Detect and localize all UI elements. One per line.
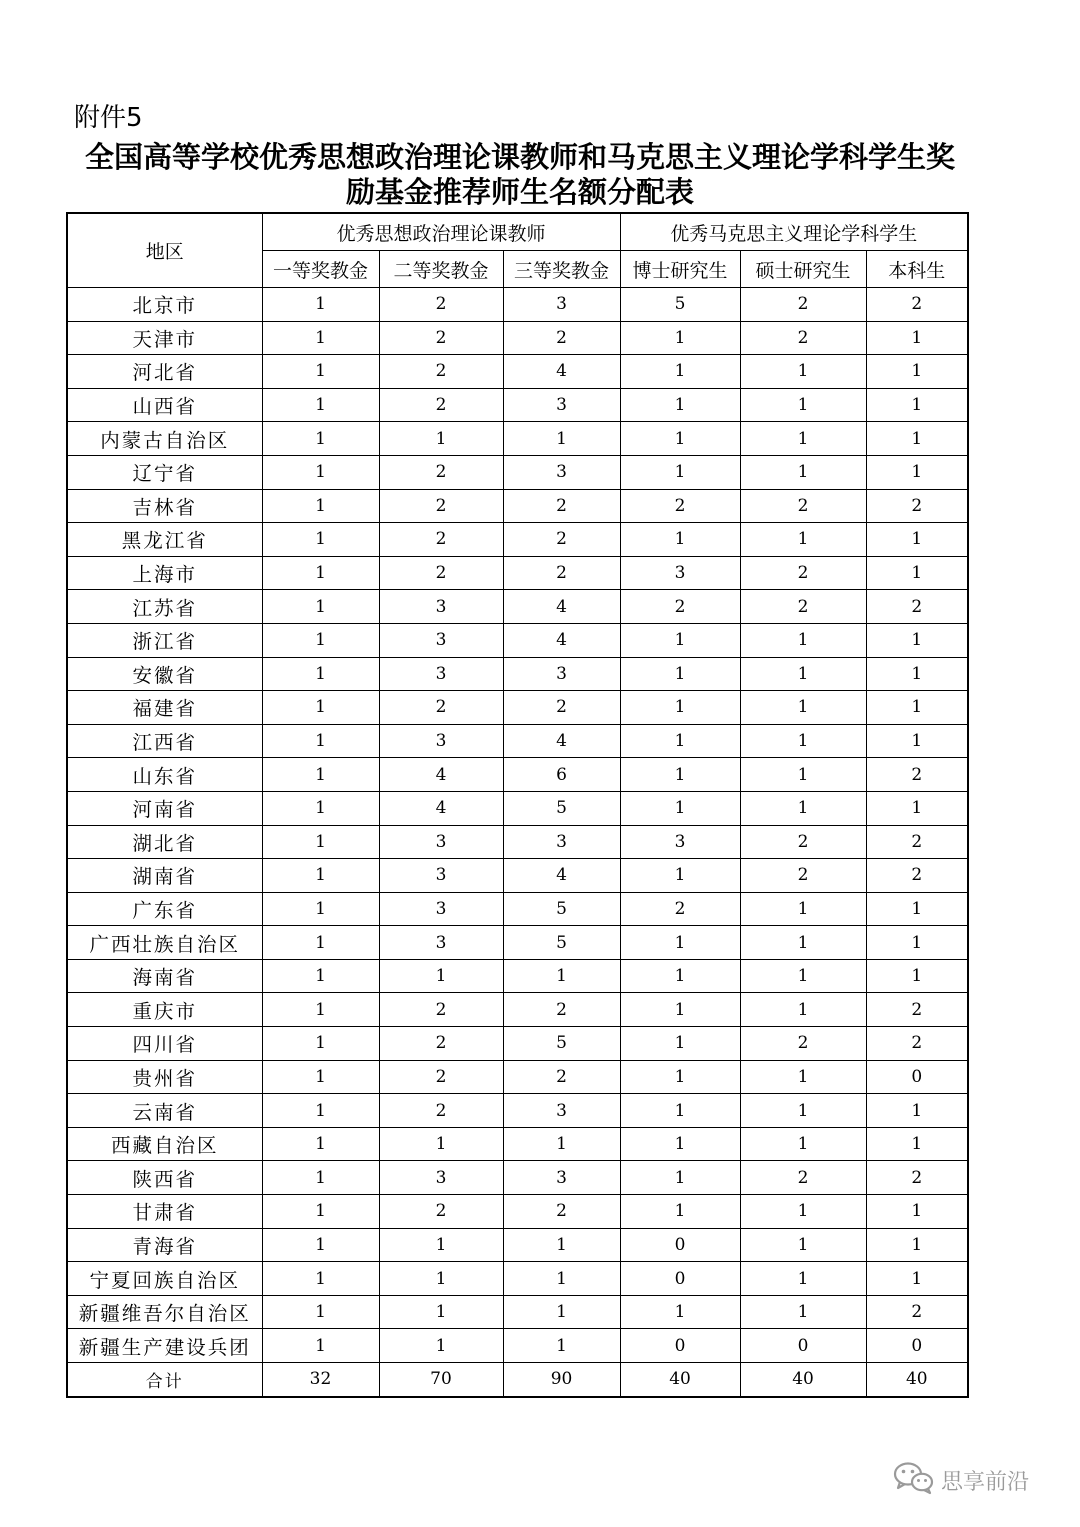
value-cell: 2 [503,556,620,590]
region-cell: 河北省 [67,355,262,389]
value-cell: 0 [740,1329,866,1363]
table-row [67,1228,968,1262]
value-cell: 1 [866,455,968,489]
value-cell: 1 [866,1228,968,1262]
attachment-label: 附件5 [74,103,143,133]
value-cell: 5 [503,1027,620,1061]
table-row [67,321,968,355]
value-cell: 2 [379,1060,503,1094]
region-cell: 浙江省 [67,623,262,657]
total-value-cell: 40 [866,1363,968,1397]
value-cell: 1 [262,959,379,993]
value-cell: 5 [620,288,740,322]
value-cell: 1 [866,623,968,657]
value-cell: 1 [503,1262,620,1296]
value-cell: 1 [262,623,379,657]
value-cell: 2 [503,1060,620,1094]
table-row [67,1262,968,1296]
total-value-cell: 32 [262,1363,379,1397]
region-cell: 广西壮族自治区 [67,926,262,960]
value-cell: 2 [379,523,503,557]
value-cell: 2 [503,993,620,1027]
value-cell: 1 [620,523,740,557]
header-row-groups [67,213,968,251]
value-cell: 1 [262,455,379,489]
value-cell: 1 [262,523,379,557]
table-row [67,657,968,691]
value-cell: 2 [740,825,866,859]
value-cell: 1 [620,321,740,355]
value-cell: 1 [866,791,968,825]
value-cell: 1 [503,1329,620,1363]
value-cell: 1 [503,1228,620,1262]
value-cell: 1 [740,355,866,389]
value-cell: 1 [262,556,379,590]
value-cell: 1 [740,657,866,691]
value-cell: 6 [503,758,620,792]
value-cell: 3 [379,657,503,691]
value-cell: 1 [262,825,379,859]
value-cell: 3 [620,556,740,590]
region-cell: 广东省 [67,892,262,926]
table-row [67,489,968,523]
value-cell: 3 [503,1094,620,1128]
value-cell: 1 [262,1094,379,1128]
value-cell: 0 [620,1262,740,1296]
total-value-cell: 70 [379,1363,503,1397]
value-cell: 1 [620,1295,740,1329]
watermark [893,1460,1029,1500]
value-cell: 2 [740,489,866,523]
value-cell: 2 [866,758,968,792]
value-cell: 1 [866,388,968,422]
value-cell: 5 [503,892,620,926]
value-cell: 1 [262,724,379,758]
value-cell: 2 [379,993,503,1027]
value-cell: 1 [740,455,866,489]
region-cell: 宁夏回族自治区 [67,1262,262,1296]
value-cell: 2 [379,355,503,389]
value-cell: 1 [503,1295,620,1329]
value-cell: 5 [503,791,620,825]
table-row [67,523,968,557]
value-cell: 1 [379,1295,503,1329]
value-cell: 1 [866,1127,968,1161]
value-cell: 1 [866,724,968,758]
value-cell: 2 [379,489,503,523]
value-cell: 2 [379,691,503,725]
value-cell: 4 [379,791,503,825]
region-cell: 上海市 [67,556,262,590]
region-cell: 辽宁省 [67,455,262,489]
value-cell: 1 [740,993,866,1027]
value-cell: 1 [262,691,379,725]
value-cell: 4 [503,724,620,758]
region-column-header: 地区 [67,213,262,288]
table-row [67,388,968,422]
value-cell: 2 [503,489,620,523]
document-title-line-1: 全国高等学校优秀思想政治理论课教师和马克思主义理论学科学生奖 [84,140,955,174]
table-row [67,556,968,590]
region-cell: 云南省 [67,1094,262,1128]
value-cell: 3 [379,724,503,758]
value-cell: 1 [262,892,379,926]
value-cell: 2 [740,859,866,893]
value-cell: 2 [503,523,620,557]
value-cell: 1 [620,791,740,825]
document-title-line-2: 励基金推荐师生名额分配表 [345,175,694,209]
region-cell: 西藏自治区 [67,1127,262,1161]
table-row [67,859,968,893]
region-cell: 海南省 [67,959,262,993]
value-cell: 2 [740,288,866,322]
value-cell: 2 [866,859,968,893]
value-cell: 1 [740,724,866,758]
value-cell: 1 [262,1161,379,1195]
value-cell: 1 [262,926,379,960]
value-cell: 1 [379,422,503,456]
value-cell: 2 [503,691,620,725]
value-cell: 1 [620,422,740,456]
value-cell: 1 [262,993,379,1027]
value-cell: 1 [740,1195,866,1229]
value-cell: 1 [740,523,866,557]
value-cell: 1 [740,623,866,657]
region-cell: 江西省 [67,724,262,758]
table-row [67,959,968,993]
region-cell: 四川省 [67,1027,262,1061]
table-row [67,1195,968,1229]
value-cell: 1 [740,388,866,422]
value-cell: 1 [503,959,620,993]
value-cell: 2 [866,590,968,624]
value-cell: 1 [866,1094,968,1128]
value-cell: 1 [379,959,503,993]
value-cell: 1 [262,590,379,624]
column-header-undergraduate: 本科生 [866,251,968,288]
teacher-group-header: 优秀思想政治理论课教师 [262,213,620,251]
value-cell: 0 [866,1329,968,1363]
value-cell: 2 [866,288,968,322]
column-header-second-prize: 二等奖教金 [379,251,503,288]
value-cell: 1 [740,1094,866,1128]
value-cell: 1 [740,1228,866,1262]
value-cell: 2 [379,288,503,322]
value-cell: 2 [740,556,866,590]
value-cell: 3 [503,657,620,691]
value-cell: 1 [620,388,740,422]
region-cell: 新疆生产建设兵团 [67,1329,262,1363]
value-cell: 1 [866,523,968,557]
watermark-text: 思享前沿 [941,1469,1030,1495]
value-cell: 2 [620,590,740,624]
table-row [67,1295,968,1329]
value-cell: 0 [620,1228,740,1262]
value-cell: 1 [620,1094,740,1128]
value-cell: 1 [262,1060,379,1094]
value-cell: 1 [740,892,866,926]
value-cell: 2 [379,455,503,489]
value-cell: 1 [866,691,968,725]
value-cell: 1 [262,1228,379,1262]
table-row [67,926,968,960]
value-cell: 1 [620,657,740,691]
value-cell: 1 [262,388,379,422]
value-cell: 1 [620,993,740,1027]
region-cell: 山西省 [67,388,262,422]
value-cell: 1 [866,657,968,691]
region-cell: 黑龙江省 [67,523,262,557]
value-cell: 1 [740,691,866,725]
table-row [67,993,968,1027]
value-cell: 1 [620,455,740,489]
value-cell: 1 [620,926,740,960]
total-label-cell: 合计 [67,1363,262,1397]
table-row [67,288,968,322]
table-row [67,590,968,624]
column-header-phd: 博士研究生 [620,251,740,288]
value-cell: 1 [379,1329,503,1363]
value-cell: 1 [620,758,740,792]
value-cell: 0 [866,1060,968,1094]
value-cell: 3 [503,825,620,859]
value-cell: 2 [620,489,740,523]
value-cell: 2 [379,1027,503,1061]
wechat-icon [893,1461,935,1499]
value-cell: 2 [740,321,866,355]
region-cell: 吉林省 [67,489,262,523]
region-cell: 河南省 [67,791,262,825]
value-cell: 1 [740,1262,866,1296]
value-cell: 1 [620,1060,740,1094]
value-cell: 1 [262,1329,379,1363]
region-cell: 天津市 [67,321,262,355]
value-cell: 1 [503,1127,620,1161]
table-row [67,623,968,657]
value-cell: 1 [620,1027,740,1061]
value-cell: 1 [620,859,740,893]
value-cell: 1 [866,556,968,590]
value-cell: 2 [866,489,968,523]
value-cell: 2 [379,321,503,355]
value-cell: 1 [866,422,968,456]
total-value-cell: 40 [740,1363,866,1397]
value-cell: 2 [379,388,503,422]
column-header-third-prize: 三等奖教金 [503,251,620,288]
column-header-first-prize: 一等奖教金 [262,251,379,288]
table-row [67,1127,968,1161]
value-cell: 1 [379,1127,503,1161]
value-cell: 1 [620,355,740,389]
value-cell: 2 [503,1195,620,1229]
value-cell: 1 [379,1228,503,1262]
value-cell: 1 [262,657,379,691]
value-cell: 1 [262,1127,379,1161]
quota-table [66,212,969,1398]
value-cell: 3 [503,288,620,322]
value-cell: 2 [740,1027,866,1061]
value-cell: 3 [503,1161,620,1195]
value-cell: 1 [620,1195,740,1229]
region-cell: 山东省 [67,758,262,792]
value-cell: 3 [379,892,503,926]
region-cell: 贵州省 [67,1060,262,1094]
value-cell: 2 [379,556,503,590]
value-cell: 1 [620,691,740,725]
value-cell: 1 [866,926,968,960]
value-cell: 1 [866,892,968,926]
table-row [67,758,968,792]
value-cell: 1 [740,959,866,993]
value-cell: 1 [866,1195,968,1229]
value-cell: 2 [503,321,620,355]
value-cell: 1 [262,1195,379,1229]
table-row [67,892,968,926]
value-cell: 4 [503,355,620,389]
table-row [67,455,968,489]
value-cell: 1 [379,1262,503,1296]
value-cell: 3 [503,455,620,489]
value-cell: 3 [503,388,620,422]
region-cell: 内蒙古自治区 [67,422,262,456]
value-cell: 2 [866,1295,968,1329]
value-cell: 3 [379,623,503,657]
value-cell: 3 [379,1161,503,1195]
value-cell: 1 [262,321,379,355]
table-row [67,724,968,758]
value-cell: 4 [503,859,620,893]
value-cell: 1 [262,489,379,523]
table-row [67,1329,968,1363]
value-cell: 1 [262,791,379,825]
value-cell: 0 [620,1329,740,1363]
value-cell: 2 [740,590,866,624]
total-value-cell: 90 [503,1363,620,1397]
region-cell: 江苏省 [67,590,262,624]
value-cell: 1 [866,959,968,993]
value-cell: 1 [740,758,866,792]
value-cell: 2 [866,825,968,859]
student-group-header: 优秀马克思主义理论学科学生 [620,213,968,251]
value-cell: 2 [866,1161,968,1195]
value-cell: 1 [866,1262,968,1296]
value-cell: 1 [620,1127,740,1161]
region-cell: 湖北省 [67,825,262,859]
value-cell: 4 [503,623,620,657]
value-cell: 1 [262,1027,379,1061]
column-header-master: 硕士研究生 [740,251,866,288]
value-cell: 1 [740,791,866,825]
table-row [67,1094,968,1128]
value-cell: 1 [620,1161,740,1195]
value-cell: 3 [379,590,503,624]
value-cell: 1 [262,1295,379,1329]
value-cell: 1 [503,422,620,456]
value-cell: 5 [503,926,620,960]
value-cell: 1 [740,926,866,960]
table-row [67,825,968,859]
value-cell: 1 [740,1295,866,1329]
region-cell: 福建省 [67,691,262,725]
region-cell: 陕西省 [67,1161,262,1195]
value-cell: 1 [866,355,968,389]
total-row [67,1363,968,1397]
value-cell: 2 [379,1094,503,1128]
value-cell: 4 [379,758,503,792]
value-cell: 1 [262,859,379,893]
table-row [67,791,968,825]
value-cell: 1 [620,724,740,758]
value-cell: 3 [379,926,503,960]
table-body [67,288,968,1397]
value-cell: 1 [262,1262,379,1296]
value-cell: 3 [379,859,503,893]
total-value-cell: 40 [620,1363,740,1397]
value-cell: 2 [866,1027,968,1061]
value-cell: 4 [503,590,620,624]
value-cell: 1 [262,422,379,456]
region-cell: 湖南省 [67,859,262,893]
table-row [67,1027,968,1061]
table-row [67,422,968,456]
value-cell: 1 [262,758,379,792]
table-row [67,1060,968,1094]
value-cell: 1 [262,355,379,389]
value-cell: 1 [740,1127,866,1161]
value-cell: 2 [740,1161,866,1195]
value-cell: 2 [379,1195,503,1229]
value-cell: 1 [262,288,379,322]
value-cell: 1 [740,1060,866,1094]
region-cell: 安徽省 [67,657,262,691]
table-row [67,1161,968,1195]
value-cell: 1 [620,959,740,993]
table-row [67,355,968,389]
region-cell: 新疆维吾尔自治区 [67,1295,262,1329]
region-cell: 北京市 [67,288,262,322]
value-cell: 1 [740,422,866,456]
value-cell: 3 [379,825,503,859]
value-cell: 1 [866,321,968,355]
value-cell: 2 [866,993,968,1027]
region-cell: 青海省 [67,1228,262,1262]
value-cell: 2 [620,892,740,926]
table-row [67,691,968,725]
value-cell: 1 [620,623,740,657]
region-cell: 甘肃省 [67,1195,262,1229]
region-cell: 重庆市 [67,993,262,1027]
value-cell: 3 [620,825,740,859]
